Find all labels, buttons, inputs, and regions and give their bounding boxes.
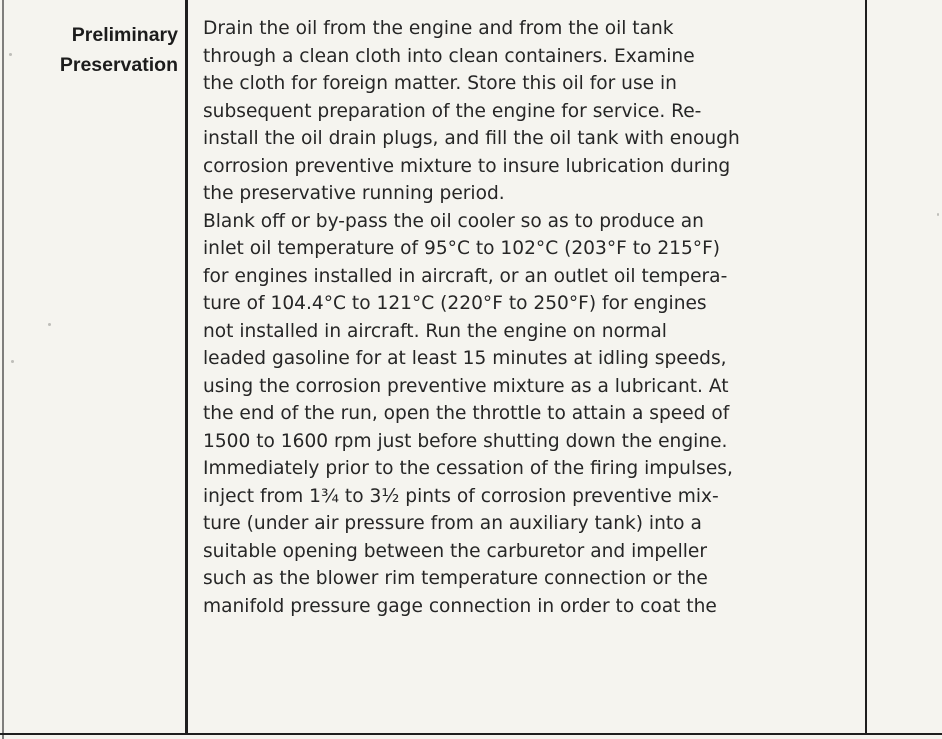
text-line: through a clean cloth into clean containers. Examine [203,45,695,67]
text-line: the cloth for foreign matter. Store this oil for use in [203,73,677,94]
row-label-line: Preliminary [71,24,178,46]
text-line: the end of the run, open the throttle to attain a speed of [203,403,730,424]
text-line: ture of 104.4°C to 121°C (220°F to 250°F) for engines [203,293,707,314]
column-divider-notes [865,0,867,735]
text-line: Drain the oil from the engine and from the oil tank [203,18,674,39]
paragraph-drain-oil [203,15,853,208]
text-line: Blank off or by-pass the oil cooler so as to produce an [203,210,704,232]
row-body-text [203,15,853,620]
text-line: the preservative running period. [203,183,505,204]
paragraph-oil-cooler [203,208,853,621]
text-line: 1500 to 1600 rpm just before shutting down the engine. [203,430,728,452]
text-line: such as the blower rim temperature connection or the [203,568,708,589]
text-line: for engines installed in aircraft, or an outlet oil tempera- [203,265,728,287]
text-line: ture (under air pressure from an auxiliary tank) into a [203,513,702,534]
paper-speck [937,213,939,216]
column-divider-label [185,0,188,735]
paper-speck [9,53,12,56]
text-line: using the corrosion preventive mixture as a lubricant. At [203,375,729,397]
text-line: leaded gasoline for at least 15 minutes at idling speeds, [203,348,727,369]
table-bottom-border [0,733,942,735]
table-left-border [2,0,4,739]
text-line: inject from 1¾ to 3½ pints of corrosion preventive mix- [203,485,719,507]
paper-speck [48,323,51,326]
text-line: install the oil drain plugs, and fill the oil tank with enough [203,128,740,149]
row-label-line: Preservation [59,54,178,76]
text-line: subsequent preparation of the engine for service. Re- [203,100,702,122]
text-line: suitable opening between the carburetor and impeller [203,540,708,562]
text-line: manifold pressure gage connection in order to coat the [203,595,717,617]
paper-speck [11,360,14,363]
row-label [30,20,178,80]
text-line: not installed in aircraft. Run the engine on normal [203,320,667,342]
text-line: corrosion preventive mixture to insure lubrication during [203,155,731,177]
text-line: Immediately prior to the cessation of the firing impulses, [203,458,733,479]
text-line: inlet oil temperature of 95°C to 102°C (203°F to 215°F) [203,238,721,259]
